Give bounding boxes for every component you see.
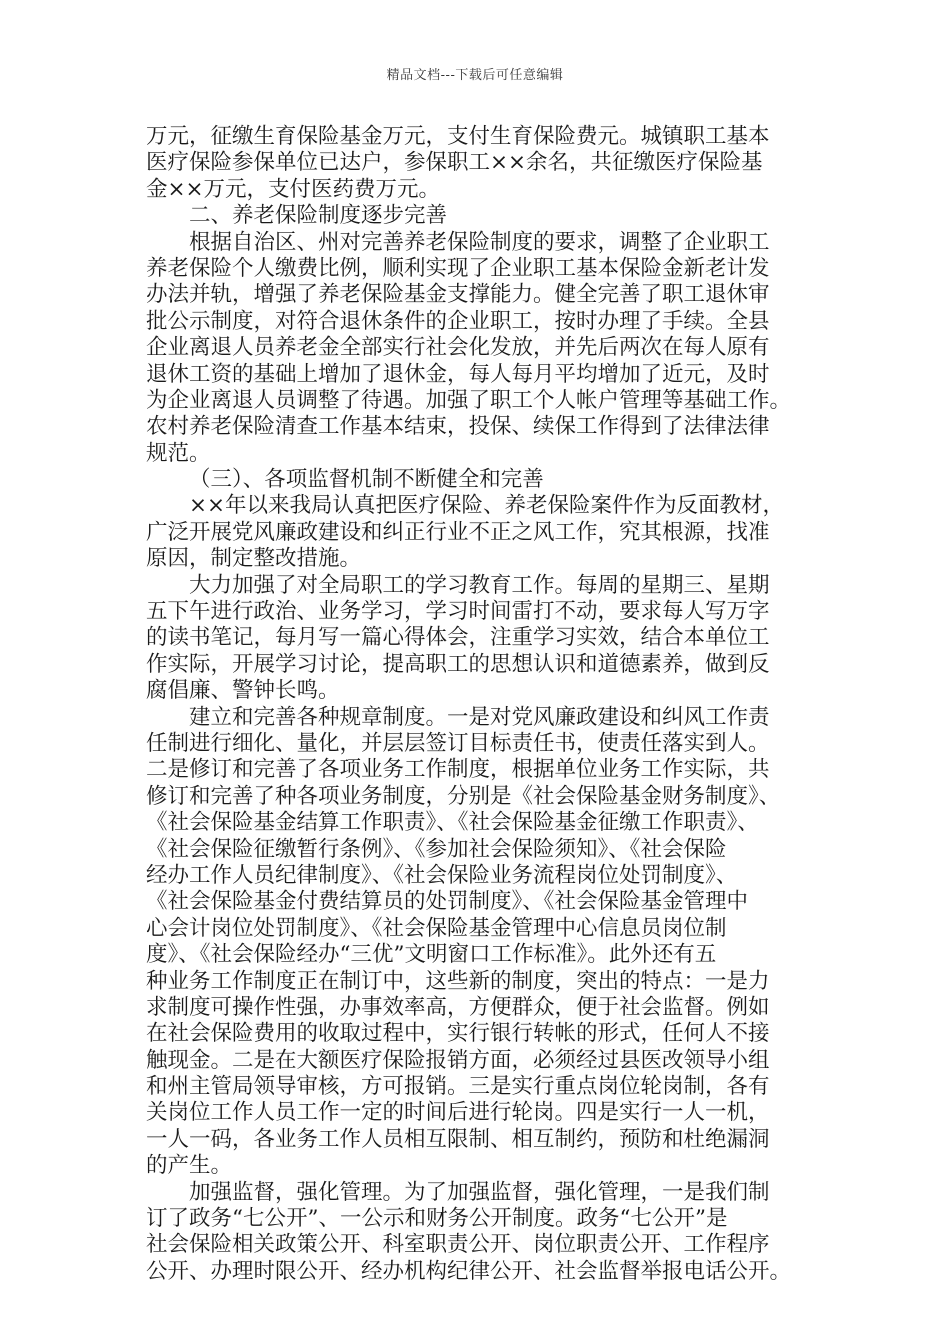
- text-line: 五下午进行政治、业务学习，学习时间雷打不动，要求每人写万字: [146, 599, 770, 625]
- text-line: ××年以来我局认真把医疗保险、养老保险案件作为反面教材，: [189, 493, 785, 519]
- text-line: 度》、《社会保险经办“三优”文明窗口工作标准》。此外还有五: [146, 942, 717, 968]
- text-line: 任制进行细化、量化，并层层签订目标责任书，使责任落实到人。: [146, 730, 770, 756]
- text-line: 的产生。: [146, 1153, 233, 1179]
- document-body: [146, 124, 822, 1285]
- text-line: 触现金。二是在大额医疗保险报销方面，必须经过县医改领导小组: [146, 1047, 770, 1073]
- text-line: 经办工作人员纪律制度》、《社会保险业务流程岗位处罚制度》、: [146, 862, 738, 888]
- text-line: 《社会保险征缴暂行条例》、《参加社会保险须知》、《社会保险: [146, 836, 727, 862]
- text-line: 养老保险个人缴费比例，顺利实现了企业职工基本保险金新老计发: [146, 255, 770, 281]
- text-line: 建立和完善各种规章制度。一是对党风廉政建设和纠风工作责: [189, 704, 770, 730]
- text-line: 心会计岗位处罚制度》、《社会保险基金管理中心信息员岗位制: [146, 915, 727, 941]
- text-line: 《社会保险基金结算工作职责》、《社会保险基金征缴工作职责》、: [146, 810, 759, 836]
- text-line: 社会保险相关政策公开、科室职责公开、岗位职责公开、工作程序: [146, 1232, 770, 1258]
- text-line: 和州主管局领导审核，方可报销。三是实行重点岗位轮岗制，各有: [146, 1074, 770, 1100]
- page-header: 精品文档---下载后可任意编辑: [386, 68, 564, 83]
- text-line: 规范。: [146, 440, 211, 466]
- text-line: 大力加强了对全局职工的学习教育工作。每周的星期三、星期: [189, 572, 770, 598]
- text-line: 种业务工作制度正在制订中，这些新的制度，突出的特点：一是力: [146, 968, 770, 994]
- text-line: （三）、各项监督机制不断健全和完善: [189, 467, 544, 493]
- text-line: 加强监督，强化管理。为了加强监督，强化管理，一是我们制: [189, 1179, 770, 1205]
- text-line: 原因，制定整改措施。: [146, 546, 362, 572]
- text-line: 金××万元，支付医药费万元。: [146, 176, 441, 202]
- text-line: 二、养老保险制度逐步完善: [189, 203, 448, 229]
- text-line: 修订和完善了种各项业务制度，分别是《社会保险基金财务制度》、: [146, 783, 781, 809]
- text-line: 的读书笔记，每月写一篇心得体会，注重学习实效，结合本单位工: [146, 625, 770, 651]
- text-line: 一人一码，各业务工作人员相互限制、相互制约，预防和杜绝漏洞: [146, 1126, 770, 1152]
- text-line: 在社会保险费用的收取过程中，实行银行转帐的形式，任何人不接: [146, 1021, 770, 1047]
- text-line: 办法并轨，增强了养老保险基金支撑能力。健全完善了职工退休审: [146, 282, 770, 308]
- text-line: 农村养老保险清查工作基本结束，投保、续保工作得到了法律法律: [146, 414, 770, 440]
- text-line: 公开、办理时限公开、经办机构纪律公开、社会监督举报电话公开。: [146, 1258, 792, 1284]
- text-line: 订了政务“七公开”、一公示和财务公开制度。政务“七公开”是: [146, 1206, 728, 1232]
- text-line: 企业离退人员养老金全部实行社会化发放，并先后两次在每人原有: [146, 335, 770, 361]
- text-line: 医疗保险参保单位已达户，参保职工××余名，共征缴医疗保险基: [146, 150, 763, 176]
- text-line: 《社会保险基金付费结算员的处罚制度》、《社会保险基金管理中: [146, 889, 749, 915]
- text-line: 退休工资的基础上增加了退休金，每人每月平均增加了近元，及时: [146, 361, 770, 387]
- text-line: 批公示制度，对符合退休条件的企业职工，按时办理了手续。全县: [146, 308, 770, 334]
- text-line: 广泛开展党风廉政建设和纠正行业不正之风工作，究其根源，找准: [146, 519, 770, 545]
- text-line: 关岗位工作人员工作一定的时间后进行轮岗。四是实行一人一机，: [146, 1100, 770, 1126]
- text-line: 二是修订和完善了各项业务工作制度，根据单位业务工作实际，共: [146, 757, 770, 783]
- text-line: 腐倡廉、警钟长鸣。: [146, 678, 340, 704]
- text-line: 作实际，开展学习讨论，提高职工的思想认识和道德素养，做到反: [146, 651, 770, 677]
- text-line: 万元，征缴生育保险基金万元，支付生育保险费元。城镇职工基本: [146, 124, 770, 149]
- text-line: 为企业离退人员调整了待遇。加强了职工个人帐户管理等基础工作。: [146, 387, 792, 413]
- text-line: 根据自治区、州对完善养老保险制度的要求，调整了企业职工: [189, 229, 770, 255]
- text-line: 求制度可操作性强，办事效率高，方便群众，便于社会监督。例如: [146, 994, 770, 1020]
